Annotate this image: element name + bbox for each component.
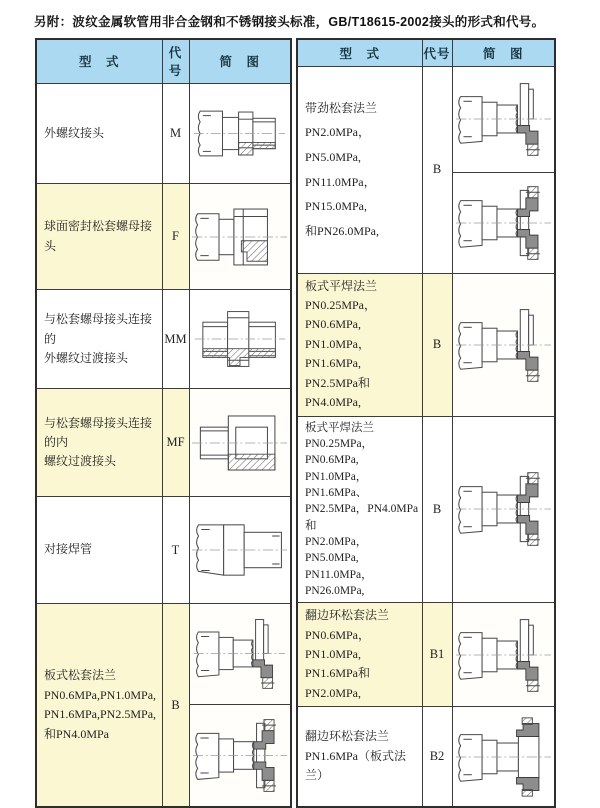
- fitting-type-line: 板式松套法兰: [44, 668, 117, 683]
- fitting-type-line: 带劲松套法兰: [305, 100, 378, 115]
- fitting-code-cell: B: [422, 416, 452, 603]
- fitting-diagram-cell: [452, 603, 555, 707]
- fitting-diagram-cell: [452, 66, 555, 172]
- type-column-header: 型 式: [297, 39, 422, 66]
- neck-loose-flange-diagram-2: [455, 182, 552, 264]
- fitting-type-line: 与松套螺母接头连接的内: [44, 415, 153, 449]
- fitting-type-cell: [297, 66, 422, 273]
- fitting-type-line: 和PN26.0MPa,: [305, 223, 380, 238]
- fitting-code-cell: B: [162, 604, 189, 807]
- table-row: [297, 707, 555, 807]
- fitting-diagram-cell: [452, 172, 555, 273]
- fitting-type-line: PN11.0MPa，PN26.0MPa,: [305, 568, 373, 597]
- fitting-type-line: 外螺纹接头: [44, 125, 105, 140]
- fitting-type-line: PN1.0MPa，PN1.6MPa、: [305, 470, 368, 499]
- neck-loose-flange-diagram-1: [455, 78, 552, 160]
- fitting-code-cell: M: [162, 83, 189, 183]
- fitting-type-line: PN0.25MPa，PN0.6MPa,: [305, 437, 374, 467]
- fitting-type-line: 和PN4.0MPa: [44, 726, 110, 741]
- fitting-type-line: 螺纹过渡接头: [44, 454, 117, 469]
- plate-weld-flange-diagram-2: [455, 468, 552, 550]
- fitting-type-cell: [297, 603, 422, 707]
- fitting-type-cell: [36, 496, 162, 603]
- table-row: [36, 184, 291, 290]
- table-row: [36, 389, 291, 496]
- fitting-type-line: PN2.5MPa和PN4.0MPa,: [305, 375, 371, 410]
- fitting-type-cell: [36, 290, 162, 389]
- flanged-ring-loose-flange-diagram: [455, 614, 552, 696]
- fitting-type-line: PN2.5MPa，PN4.0MPa和: [305, 503, 419, 532]
- fitting-diagram-cell: [189, 389, 291, 496]
- fitting-code-cell: T: [162, 496, 189, 603]
- fitting-type-line: 对接焊管: [44, 542, 93, 557]
- fitting-type-line: 板式平焊法兰: [305, 278, 378, 293]
- fitting-code-cell: MF: [162, 389, 189, 496]
- fitting-diagram-cell: [189, 290, 291, 389]
- fitting-diagram-cell: [189, 496, 291, 603]
- code-column-header: 代号: [162, 39, 189, 83]
- table-row: [297, 416, 555, 603]
- table-row: [297, 66, 555, 172]
- fitting-type-cell: [36, 83, 162, 183]
- fitting-diagram-cell: [452, 707, 555, 807]
- fitting-type-line: PN1.6MPa,PN2.5MPa,: [44, 707, 157, 722]
- fitting-type-line: PN11.0MPa，PN15.0MPa,: [305, 174, 376, 214]
- right-table: [296, 38, 556, 808]
- page-title: 另附：波纹金属软管用非合金钢和不锈钢接头标准，GB/T18615-2002接头的形式和代号。: [34, 15, 545, 29]
- fitting-type-line: 球面密封松套螺母接头: [44, 219, 153, 253]
- table-row: [36, 290, 291, 389]
- fitting-type-cell: [36, 389, 162, 496]
- table-row: [36, 83, 291, 183]
- fitting-code-cell: B: [422, 66, 452, 273]
- fitting-type-cell: [36, 184, 162, 290]
- fitting-code-cell: B: [422, 273, 452, 416]
- fitting-type-line: 外螺纹过渡接头: [44, 351, 129, 366]
- fitting-type-line: 翻边环松套法兰: [305, 608, 390, 623]
- fitting-diagram-cell: [452, 273, 555, 416]
- fitting-type-line: PN0.25MPa，PN0.6MPa,: [305, 297, 377, 332]
- fitting-type-line: PN1.6MPa和PN2.0MPa,: [305, 666, 371, 700]
- type-column-header: 型 式: [36, 39, 162, 83]
- table-row: [297, 273, 555, 416]
- table-row: [36, 496, 291, 603]
- male-thread-joint-diagram: [193, 94, 286, 173]
- fitting-type-cell: [297, 416, 422, 603]
- male-female-transition-adapter-diagram: [191, 402, 288, 484]
- fitting-diagram-cell: [189, 83, 291, 183]
- fitting-diagram-cell: [452, 416, 555, 603]
- fitting-type-line: PN0.6MPa，PN1.0MPa,: [305, 627, 371, 662]
- fitting-diagram-cell: [189, 704, 291, 807]
- flanged-ring-plate-flange-diagram: [455, 716, 552, 798]
- plate-weld-flange-diagram-1: [455, 304, 552, 386]
- plate-loose-flange-diagram-1: [193, 614, 286, 693]
- plate-loose-flange-diagram-2: [192, 715, 288, 796]
- fitting-type-line: 板式平焊法兰: [305, 421, 374, 434]
- left-table: [35, 38, 292, 808]
- table-row: [297, 603, 555, 707]
- fitting-type-line: PN0.6MPa,PN1.0MPa,: [44, 687, 157, 702]
- diagram-column-header: 简 图: [189, 39, 291, 83]
- fitting-code-cell: B2: [422, 707, 452, 807]
- fitting-type-cell: [36, 604, 162, 807]
- fitting-type-line: 与松套螺母接头连接的: [44, 312, 153, 346]
- spherical-seal-swivel-nut-joint-diagram: [191, 196, 288, 278]
- fitting-type-line: PN2.0MPa，PN5.0MPa,: [305, 535, 368, 565]
- fitting-type-cell: [297, 273, 422, 416]
- butt-weld-pipe-diagram: [191, 509, 288, 591]
- fitting-diagram-cell: [189, 604, 291, 704]
- fitting-type-line: PN2.0MPa，PN5.0MPa,: [305, 125, 371, 164]
- fitting-code-cell: B1: [422, 603, 452, 707]
- fitting-code-cell: MM: [162, 290, 189, 389]
- code-column-header: 代号: [422, 39, 452, 66]
- table-row: [36, 604, 291, 704]
- diagram-column-header: 简 图: [452, 39, 555, 66]
- fitting-diagram-cell: [189, 184, 291, 290]
- fitting-type-line: 翻边环松套法兰: [305, 729, 390, 744]
- fittings-reference-table: [35, 38, 556, 808]
- fitting-type-cell: [297, 707, 422, 807]
- male-male-transition-adapter-diagram: [194, 300, 286, 378]
- fitting-type-line: PN1.0MPa，PN1.6MPa,: [305, 336, 371, 371]
- fitting-code-cell: F: [162, 184, 189, 290]
- fitting-type-line: PN1.6MPa（板式法兰）: [305, 748, 407, 783]
